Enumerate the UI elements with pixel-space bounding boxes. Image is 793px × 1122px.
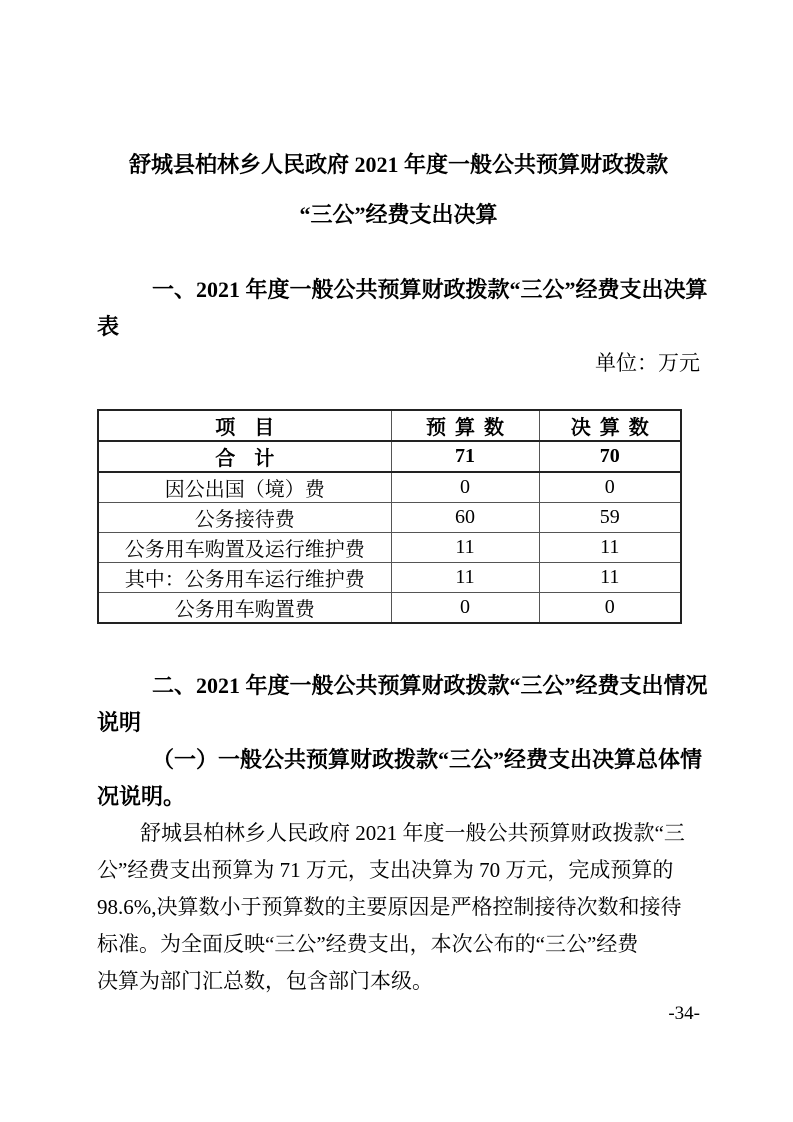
section2-heading-line1: 二、2021 年度一般公共预算财政拨款“三公”经费支出情况	[152, 673, 708, 698]
cell-final: 0	[539, 593, 681, 624]
cell-final: 70	[539, 441, 681, 472]
table-row-reception	[98, 503, 681, 533]
paragraph-line: 98.6%,决算数小于预算数的主要原因是严格控制接待次数和接待	[97, 895, 682, 919]
table-row-abroad	[98, 472, 681, 503]
table-row-total	[98, 441, 681, 472]
expenditure-table-header	[98, 410, 681, 441]
cell-final: 59	[539, 503, 681, 533]
section2-sub-heading-line1: （一）一般公共预算财政拨款“三公”经费支出决算总体情	[152, 747, 703, 772]
table-header-row	[98, 410, 681, 441]
cell-item: 公务用车购置及运行维护费	[98, 533, 391, 563]
header-final	[539, 410, 681, 441]
section2-heading-line2: 说明	[97, 710, 142, 735]
paragraph-line: 舒城县柏林乡人民政府 2021 年度一般公共预算财政拨款“三	[140, 821, 685, 845]
cell-item: 公务接待费	[98, 503, 391, 533]
page-number: -34-	[668, 1003, 700, 1024]
section2-sub-heading-line2: 况说明。	[97, 784, 186, 809]
table-row-vehicle-total	[98, 533, 681, 563]
document-title-line2: “三公”经费支出决算	[299, 202, 498, 227]
section1-heading-line2: 表	[97, 314, 120, 339]
page-content	[97, 0, 708, 1024]
cell-final: 0	[539, 472, 681, 503]
table-row-vehicle-operation	[98, 563, 681, 593]
section2-sub-heading	[97, 741, 703, 815]
total-label: 合计	[215, 448, 294, 470]
document-title-line1: 舒城县柏林乡人民政府 2021 年度一般公共预算财政拨款	[128, 152, 668, 177]
table-row-vehicle-purchase	[98, 593, 681, 624]
header-final-label: 决算数	[570, 417, 658, 439]
section1-heading-line1: 一、2021 年度一般公共预算财政拨款“三公”经费支出决算	[152, 277, 708, 302]
body-paragraph	[97, 815, 700, 1000]
paragraph-line: 标准。为全面反映“三公”经费支出，本次公布的“三公”经费	[97, 932, 639, 956]
cell-item: 因公出国（境）费	[98, 472, 391, 503]
unit-label: 单位：万元	[595, 351, 700, 375]
cell-budget: 60	[391, 503, 539, 533]
cell-item	[98, 441, 391, 472]
cell-budget: 0	[391, 593, 539, 624]
cell-budget: 11	[391, 563, 539, 593]
document-title	[97, 140, 700, 240]
header-item-label: 项目	[215, 417, 294, 439]
cell-item: 其中：公务用车运行维护费	[98, 563, 391, 593]
paragraph-line: 公”经费支出预算为 71 万元，支出决算为 70 万元，完成预算的	[97, 858, 674, 882]
cell-budget: 0	[391, 472, 539, 503]
cell-item: 公务用车购置费	[98, 593, 391, 624]
cell-final: 11	[539, 563, 681, 593]
expenditure-table-body	[98, 441, 681, 623]
paragraph-line: 决算为部门汇总数，包含部门本级。	[97, 969, 433, 993]
cell-final: 11	[539, 533, 681, 563]
section1-heading	[97, 271, 708, 345]
cell-budget: 11	[391, 533, 539, 563]
expenditure-table	[97, 409, 682, 624]
section2-heading	[97, 667, 708, 741]
header-budget-label: 预算数	[426, 417, 513, 439]
header-item	[98, 410, 391, 441]
header-budget	[391, 410, 539, 441]
cell-budget: 71	[391, 441, 539, 472]
